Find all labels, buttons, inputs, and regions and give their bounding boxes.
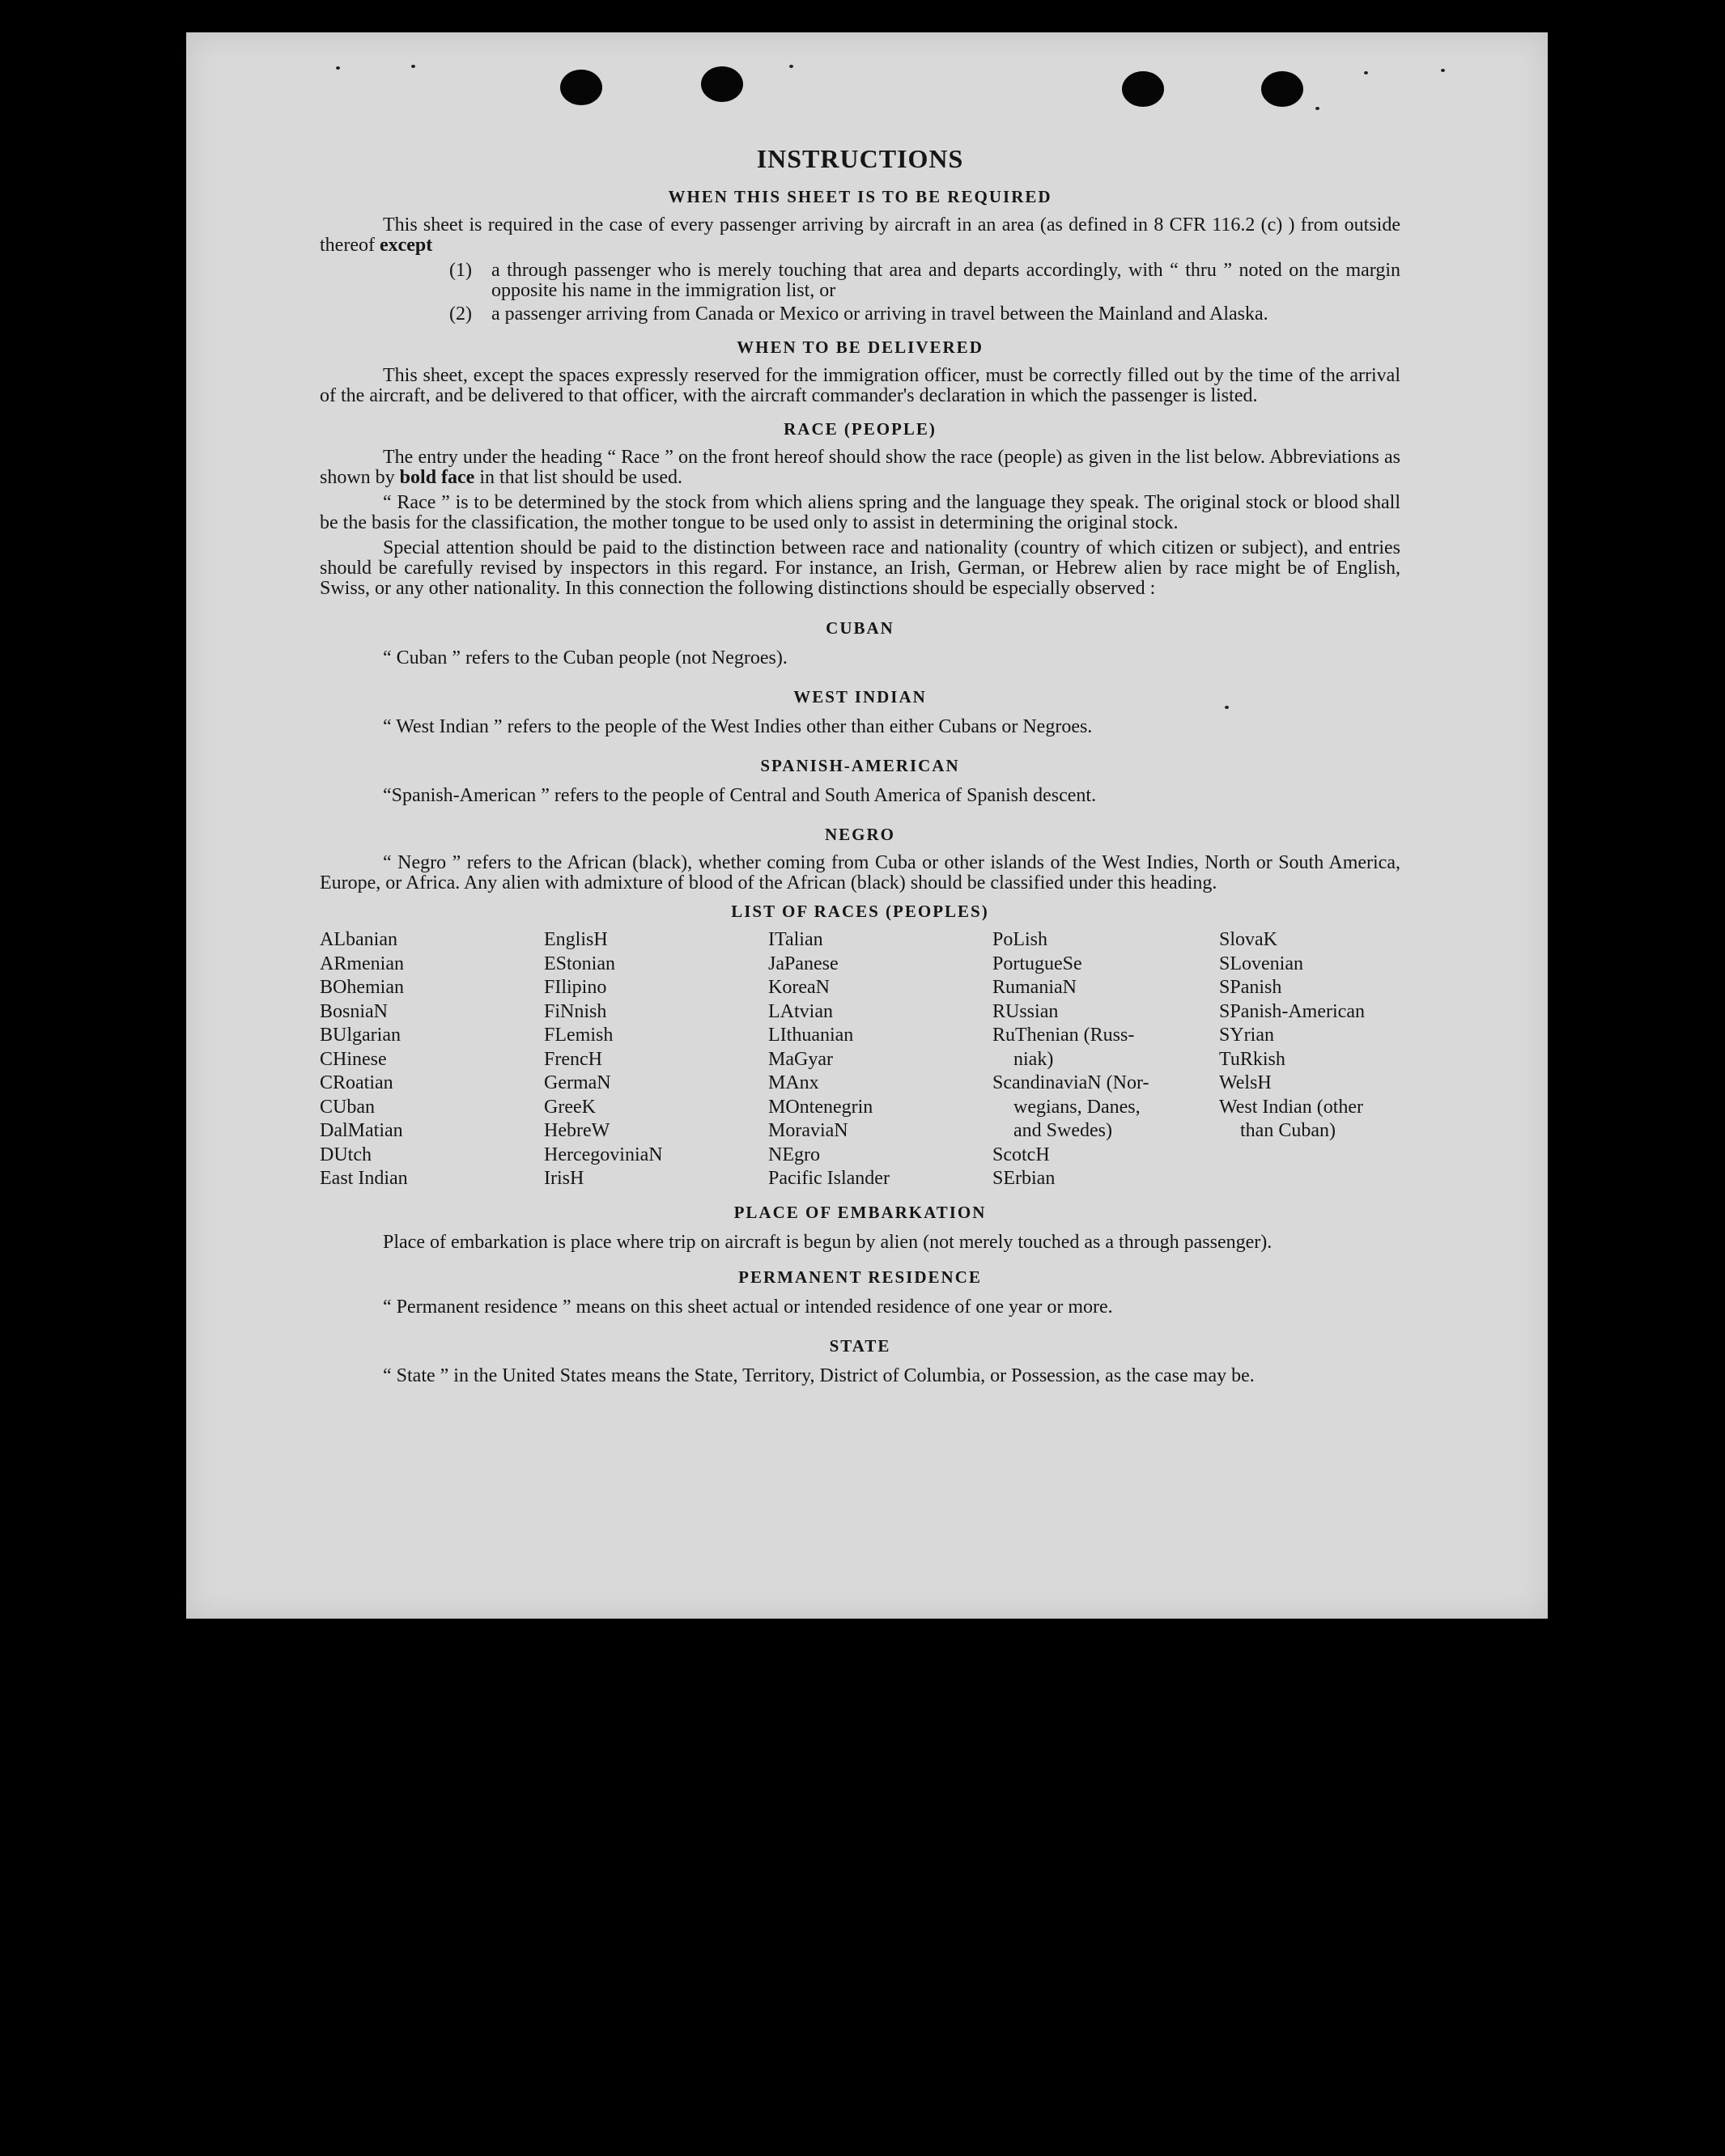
west-indian-text: “ West Indian ” refers to the people of the West Indies other than either Cubans or Negroes. — [383, 716, 1093, 737]
race-entry: LIthuanian — [768, 1025, 854, 1046]
race-entry: Pacific Islander — [768, 1168, 890, 1189]
page-title: INSTRUCTIONS — [756, 144, 964, 173]
races-column — [320, 928, 544, 1191]
race-entry: West Indian (other — [1219, 1096, 1364, 1118]
race-entry: GermaN — [544, 1072, 611, 1093]
list-item: (1) a through passenger who is merely touching that area and departs accordingly, with “ thru ” noted on the margin opposite his name in the immigration list, or — [449, 260, 1400, 301]
race-entry: RuThenian (Russ- — [992, 1025, 1135, 1046]
race-entry: JaPanese — [768, 953, 839, 974]
race-entry: MoraviaN — [768, 1120, 848, 1141]
instructions-body — [320, 144, 1400, 1388]
heading-state: STATE — [829, 1335, 891, 1356]
race-entry: MOntenegrin — [768, 1096, 873, 1118]
speck — [1315, 107, 1319, 110]
cuban-text: “ Cuban ” refers to the Cuban people (not Negroes). — [383, 647, 788, 668]
race-entry: BUlgarian — [320, 1025, 401, 1046]
race-entry: East Indian — [320, 1168, 408, 1189]
race-entry: SPanish — [1219, 977, 1282, 998]
speck — [1364, 71, 1368, 74]
race-entry: KoreaN — [768, 977, 830, 998]
list-item: (2) a passenger arriving from Canada or Mexico or arriving in travel between the Mainland and Alaska. — [449, 303, 1268, 325]
race-entry: wegians, Danes, — [1013, 1096, 1141, 1118]
embarkation-text: Place of embarkation is place where trip on aircraft is begun by alien (not merely touched as a through passenger). — [383, 1231, 1273, 1253]
race-entry: ScandinaviaN (Nor- — [992, 1072, 1149, 1093]
heading-race: RACE (PEOPLE) — [784, 419, 937, 439]
race-entry: ALbanian — [320, 929, 397, 950]
race-entry: CUban — [320, 1096, 375, 1118]
races-column — [544, 928, 768, 1191]
race-entry: CHinese — [320, 1048, 387, 1070]
races-column — [768, 928, 992, 1191]
heading-negro: NEGRO — [824, 825, 895, 844]
speck — [336, 66, 340, 70]
speck — [411, 65, 415, 68]
delivered-text: This sheet, except the spaces expressly reserved for the immigration officer, must be correctly filled out by the time of the arrival of the aircraft, and be delivered to that officer, with the aircraft commander's declaration in which the passenger is listed. — [320, 365, 1400, 406]
race-entry: FrencH — [544, 1048, 602, 1070]
race-entry: MaGyar — [768, 1048, 833, 1070]
race-entry: RUssian — [992, 1000, 1059, 1022]
race-entry: HebreW — [544, 1120, 610, 1141]
punch-hole — [1122, 71, 1164, 107]
race-entry: TuRkish — [1219, 1048, 1285, 1070]
race-entry: SlovaK — [1219, 929, 1277, 950]
race-entry: IrisH — [544, 1168, 584, 1189]
negro-text: “ Negro ” refers to the African (black), whether coming from Cuba or other islands of the West Indies, North or South America, Europe, or Africa. Any alien with admixture of blood of the African (black) should be classified under this heading. — [320, 852, 1400, 893]
heading-list-of-races: LIST OF RACES (PEOPLES) — [731, 902, 989, 921]
race-entry: CRoatian — [320, 1072, 393, 1093]
race-entry: EStonian — [544, 953, 615, 974]
races-column — [992, 928, 1219, 1191]
races-table — [320, 928, 1400, 1191]
document-sheet — [186, 32, 1548, 1619]
race-entry: SLovenian — [1219, 953, 1303, 974]
heading-embarkation: PLACE OF EMBARKATION — [733, 1202, 987, 1222]
state-text: “ State ” in the United States means the State, Territory, District of Columbia, or Possession, as the case may be. — [383, 1364, 1255, 1386]
race-entry: WelsH — [1219, 1072, 1272, 1093]
race-entry: DalMatian — [320, 1120, 403, 1141]
race-entry: DUtch — [320, 1144, 372, 1165]
required-intro: This sheet is required in the case of every passenger arriving by aircraft in an area (as defined in 8 CFR 116.2 (c) ) from outside thereof except — [320, 214, 1400, 256]
race-entry: PoLish — [992, 929, 1048, 950]
race-entry: BOhemian — [320, 977, 404, 998]
residence-text: “ Permanent residence ” means on this sheet actual or intended residence of one year or more. — [383, 1296, 1113, 1318]
punch-hole — [1261, 71, 1303, 107]
spanish-american-text: “Spanish-American ” refers to the people of Central and South America of Spanish descent. — [383, 785, 1097, 806]
race-entry: HercegoviniaN — [544, 1144, 663, 1165]
race-entry: NEgro — [768, 1144, 820, 1165]
race-entry: niak) — [1013, 1048, 1054, 1070]
race-entry: FIlipino — [544, 977, 607, 998]
speck — [789, 65, 793, 68]
heading-spanish-american: SPANISH-AMERICAN — [760, 756, 960, 775]
races-column — [1219, 928, 1446, 1191]
race-paragraph-2: “ Race ” is to be determined by the stock from which aliens spring and the language they speak. The original stock or blood shall be the basis for the classification, the mother tongue to be used only to assist in determining the original stock. — [320, 492, 1400, 533]
race-entry: FLemish — [544, 1025, 614, 1046]
race-entry: and Swedes) — [1013, 1120, 1112, 1141]
exception-list — [449, 261, 1400, 325]
race-entry: SYrian — [1219, 1025, 1274, 1046]
race-paragraph-1: The entry under the heading “ Race ” on the front hereof should show the race (people) as given in the list below. Abbreviations as shown by bold face in that list should be used. — [320, 447, 1400, 488]
race-entry: SPanish-American — [1219, 1000, 1365, 1022]
race-entry: PortugueSe — [992, 953, 1082, 974]
race-entry: LAtvian — [768, 1000, 833, 1022]
race-entry: ARmenian — [320, 953, 404, 974]
punch-hole — [560, 70, 602, 105]
race-entry: MAnx — [768, 1072, 819, 1093]
heading-delivered: WHEN TO BE DELIVERED — [737, 337, 984, 357]
heading-residence: PERMANENT RESIDENCE — [738, 1267, 982, 1287]
speck — [1441, 69, 1445, 72]
race-entry: GreeK — [544, 1096, 596, 1118]
race-entry: ScotcH — [992, 1144, 1050, 1165]
race-entry: ITalian — [768, 929, 823, 950]
race-entry: RumaniaN — [992, 977, 1077, 998]
heading-cuban: CUBAN — [826, 618, 894, 638]
race-entry: than Cuban) — [1240, 1120, 1336, 1141]
race-entry: FiNnish — [544, 1000, 607, 1022]
race-paragraph-3: Special attention should be paid to the distinction between race and nationality (country of which citizen or subject), and entries should be carefully revised by inspectors in this regard. For instance, an Irish, German, or Hebrew alien by race might be of English, Swiss, or any other nationality. In this connection the following distinctions should be especially observed : — [320, 537, 1400, 599]
race-entry: BosniaN — [320, 1000, 388, 1022]
heading-west-indian: WEST INDIAN — [793, 687, 927, 707]
heading-required: WHEN THIS SHEET IS TO BE REQUIRED — [668, 187, 1052, 206]
punch-hole — [701, 66, 743, 102]
race-entry: SErbian — [992, 1168, 1056, 1189]
race-entry: EnglisH — [544, 929, 608, 950]
